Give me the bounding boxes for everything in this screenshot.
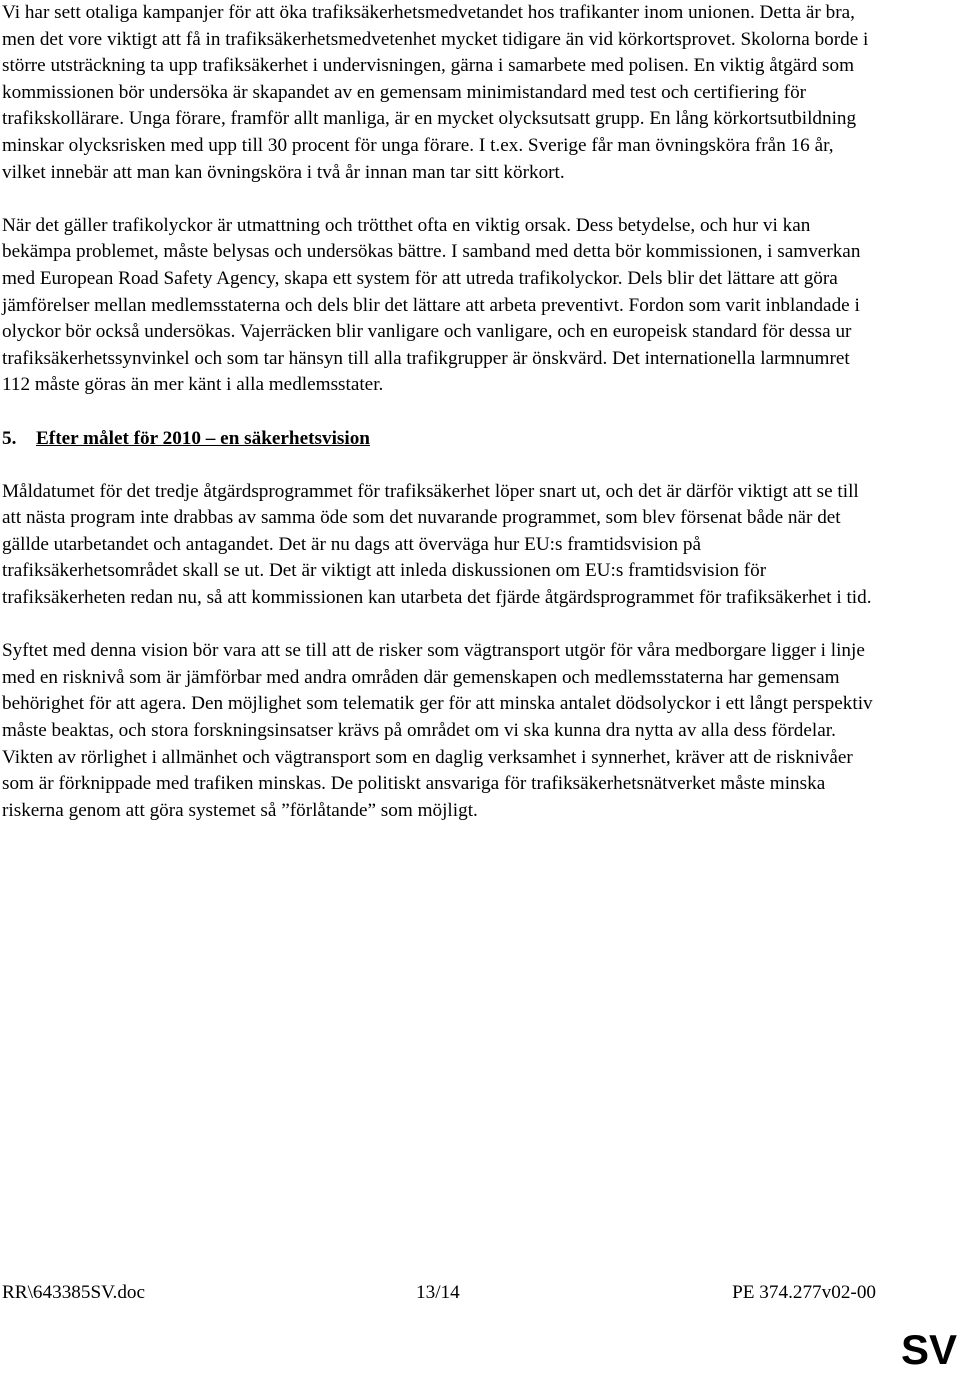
section-number: 5. (2, 427, 17, 449)
footer-pe-ref: PE 374.277v02-00 (732, 1282, 876, 1303)
paragraph-road-safety-education: Vi har sett otaliga kampanjer för att öka trafiksäkerhetsmedvetandet hos trafikanter inom unionen. Detta är bra, men det vore viktigt att få in trafiksäkerhetsmedvetenhet mycket tidigare än vid körkortsprovet. Skolorna borde i större utsträckning ta upp trafiksäkerhet i undervisningen, gärna i samarbete med polisen. En viktig åtgärd som kommissionen bör undersöka är skapandet av en gemensam minimistandard med test och certifiering för trafikskollärare. Unga förare, framför allt manliga, är en mycket olycksutsatt grupp. En lång körkortsutbildning minskar olycksrisken med upp till 30 procent för unga förare. I t.ex. Sverige får man övningsköra från 16 år, vilket innebär att man kan övningsköra i två år innan man tar sitt körkort. (2, 2, 869, 183)
footer-page-number: 13/14 (416, 1282, 460, 1303)
language-code: SV (900, 1326, 957, 1373)
page-footer (2, 1280, 876, 1306)
paragraph-fatigue-accidents: När det gäller trafikolyckor är utmattning och trötthet ofta en viktig orsak. Dess betydelse, och hur vi kan bekämpa problemet, måste belysas och undersökas bättre. I samband med detta bör kommissionen, i samverkan med European Road Safety Agency, skapa ett system för att utreda trafikolyckor. Dels blir det lättare att göra jämförelser mellan medlemsstaterna och dels blir det lättare att arbeta preventivt. Fordon som varit inblandade i olyckor bör också undersökas. Vajerräcken blir vanligare och vanligare, och en europeisk standard för dessa ur trafiksäkerhetssynvinkel och som tar hänsyn till alla trafikgrupper är önskvärd. Det internationella larmnumret 112 måste göras än mer känt i alla medlemsstater. (2, 214, 861, 396)
paragraph-vision-purpose: Syftet med denna vision bör vara att se till att de risker som vägtransport utgör för våra medborgare ligger i linje med en risknivå som är jämförbar med andra områden där gemenskapen och medlemsstaterna har gemensam behörighet för att agera. Den möjlighet som telematik ger för att minska antalet dödsolyckor i ett långt perspektiv måste beaktas, och stora forskningsinsatser krävs på området om vi ska kunna dra nytta av alla dess fördelar. Vikten av rörlighet i allmänhet och vägtransport som en daglig verksamhet i synnerhet, kräver att de risknivåer som är förknippade med trafiken minskas. De politiskt ansvariga för trafiksäkerhetsnätverket måste minska riskerna genom att göra systemet så ”förlåtande” som möjligt. (2, 640, 873, 821)
footer-doc-ref: RR\643385SV.doc (2, 1282, 146, 1303)
section-heading (2, 426, 880, 453)
paragraph-target-date: Måldatumet för det tredje åtgärdsprogrammet för trafiksäkerhet löper snart ut, och det är därför viktigt att se till att nästa program inte drabbas av samma öde som det nuvarande programmet, som blev försenat både när det gällde utarbetandet och antagandet. Det är nu dags att överväga hur EU:s framtidsvision på trafiksäkerhetsområdet skall se ut. Det är viktigt att inleda diskussionen om EU:s framtidsvision för trafiksäkerheten redan nu, så att kommissionen kan utarbeta det fjärde åtgärdsprogrammet för trafiksäkerhet i tid. (2, 480, 872, 609)
section-title: Efter målet för 2010 – en säkerhetsvision (36, 427, 370, 449)
document-body (2, 0, 880, 851)
